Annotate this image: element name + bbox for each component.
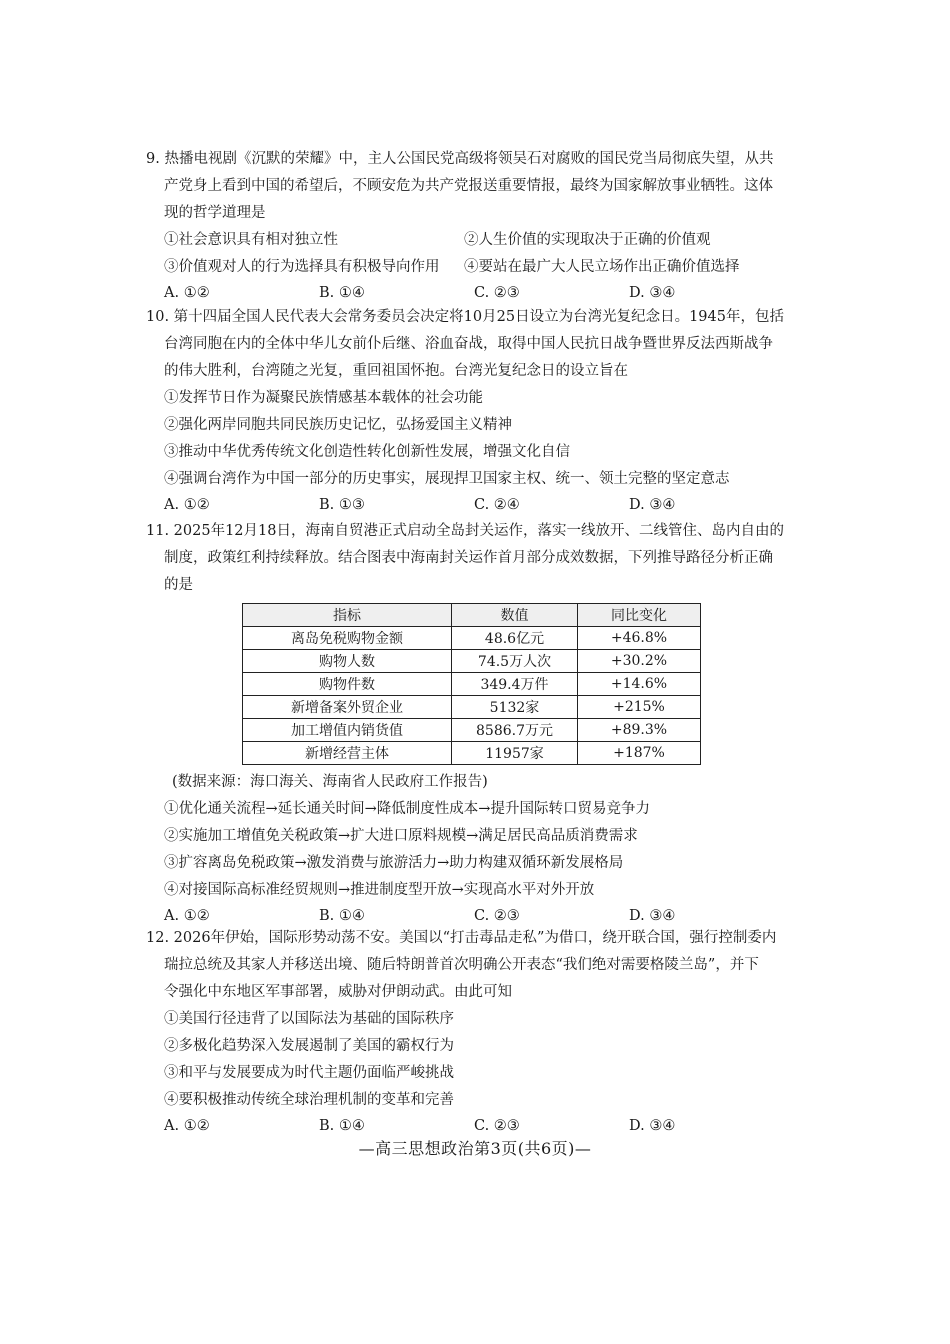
question-10 (146, 304, 806, 517)
question-9-stem-line-2: 产党身上看到中国的希望后，不顾安危为共产党报送重要情报，最终为国家解放事业牺牲。这体 (164, 178, 773, 194)
table-cell: 离岛免税购物金额 (243, 627, 452, 650)
statement-1: ①发挥节日作为凝聚民族情感基本载体的社会功能 (164, 390, 483, 406)
question-12-stem-line-1: 12. 2026年伊始，国际形势动荡不安。美国以“打击毒品走私”为借口，绕开联合国，强行控制委内 (146, 930, 777, 946)
table-cell: +14.6% (578, 673, 701, 696)
question-10-stem-line-1: 10. 第十四届全国人民代表大会常务委员会决定将10月25日设立为台湾光复纪念日。1945年，包括 (146, 309, 784, 325)
table-row (243, 673, 701, 696)
choice-c[interactable]: C. ②③ (474, 1118, 520, 1134)
table-header: 数值 (452, 604, 578, 627)
question-9-stem-line-1: 9. 热播电视剧《沉默的荣耀》中，主人公国民党高级将领吴石对腐败的国民党当局彻底失望，从共 (146, 151, 774, 167)
table-cell: 购物人数 (243, 650, 452, 673)
table-cell: +30.2% (578, 650, 701, 673)
table-cell: +215% (578, 696, 701, 719)
question-11-stem-line-2: 制度，政策红利持续释放。结合图表中海南封关运作首月部分成效数据，下列推导路径分析正确 (164, 550, 773, 566)
question-9-statements-row-1 (146, 227, 806, 254)
question-11-stem-line-1: 11. 2025年12月18日，海南自贸港正式启动全岛封关运作，落实一线放开、二线管住、岛内自由的 (146, 523, 784, 539)
statement-2: ②人生价值的实现取决于正确的价值观 (464, 232, 711, 248)
choice-a[interactable]: A. ①② (164, 1118, 210, 1134)
question-9 (146, 146, 806, 305)
table-cell: 349.4万件 (452, 673, 578, 696)
choice-c[interactable]: C. ②③ (474, 908, 520, 924)
table-cell: 购物件数 (243, 673, 452, 696)
table-cell: 11957家 (452, 742, 578, 765)
statement-4: ④要积极推动传统全球治理机制的变革和完善 (164, 1092, 454, 1108)
table-cell: 74.5万人次 (452, 650, 578, 673)
statement-3: ③和平与发展要成为时代主题仍面临严峻挑战 (164, 1065, 454, 1081)
question-9-stem-line-3: 现的哲学道理是 (164, 205, 266, 221)
choice-c[interactable]: C. ②③ (474, 285, 520, 301)
question-12-stem-line-3: 令强化中东地区军事部署，威胁对伊朗动武。由此可知 (164, 984, 512, 1000)
question-10-stem-line-3: 的伟大胜利，台湾随之光复，重回祖国怀抱。台湾光复纪念日的设立旨在 (164, 363, 628, 379)
statement-1: ①优化通关流程→延长通关时间→降低制度性成本→提升国际转口贸易竞争力 (164, 801, 650, 817)
table-header: 指标 (243, 604, 452, 627)
question-10-choices (146, 493, 806, 517)
choice-b[interactable]: B. ①④ (319, 285, 365, 301)
statement-1: ①美国行径违背了以国际法为基础的国际秩序 (164, 1011, 454, 1027)
table-cell: +89.3% (578, 719, 701, 742)
table-cell: 新增备案外贸企业 (243, 696, 452, 719)
statement-3: ③推动中华优秀传统文化创造性转化创新性发展，增强文化自信 (164, 444, 570, 460)
table-cell: 加工增值内销货值 (243, 719, 452, 742)
choice-b[interactable]: B. ①④ (319, 908, 365, 924)
table-row (243, 696, 701, 719)
table-row (243, 627, 701, 650)
table-cell: 新增经营主体 (243, 742, 452, 765)
question-9-choices (146, 281, 806, 305)
statement-4: ④强调台湾作为中国一部分的历史事实，展现捍卫国家主权、统一、领土完整的坚定意志 (164, 471, 730, 487)
choice-a[interactable]: A. ①② (164, 497, 210, 513)
data-source-note: (数据来源：海口海关、海南省人民政府工作报告) (172, 774, 488, 790)
choice-a[interactable]: A. ①② (164, 908, 210, 924)
question-12-stem-line-2: 瑞拉总统及其家人并移送出境、随后特朗普首次明确公开表态“我们绝对需要格陵兰岛”，并下 (164, 957, 759, 973)
table-cell: +46.8% (578, 627, 701, 650)
question-12 (146, 925, 806, 1138)
statement-3: ③价值观对人的行为选择具有积极导向作用 (164, 259, 440, 275)
table-row (243, 742, 701, 765)
question-10-stem-line-2: 台湾同胞在内的全体中华儿女前仆后继、浴血奋战，取得中国人民抗日战争暨世界反法西斯战争 (164, 336, 773, 352)
statement-2: ②强化两岸同胞共同民族历史记忆，弘扬爱国主义精神 (164, 417, 512, 433)
question-11-stem-line-3: 的是 (164, 577, 193, 593)
table-header: 同比变化 (578, 604, 701, 627)
statement-2: ②实施加工增值免关税政策→扩大进口原料规模→满足居民高品质消费需求 (164, 828, 638, 844)
statement-4: ④要站在最广大人民立场作出正确价值选择 (464, 259, 740, 275)
table-cell: +187% (578, 742, 701, 765)
table-cell: 5132家 (452, 696, 578, 719)
choice-d[interactable]: D. ③④ (629, 285, 676, 301)
table-cell: 48.6亿元 (452, 627, 578, 650)
statement-1: ①社会意识具有相对独立性 (164, 232, 338, 248)
question-12-choices (146, 1114, 806, 1138)
table-cell: 8586.7万元 (452, 719, 578, 742)
choice-b[interactable]: B. ①③ (319, 497, 365, 513)
table-row (243, 650, 701, 673)
choice-b[interactable]: B. ①④ (319, 1118, 365, 1134)
table-header-row (243, 604, 701, 627)
statement-2: ②多极化趋势深入发展遏制了美国的霸权行为 (164, 1038, 454, 1054)
choice-d[interactable]: D. ③④ (629, 497, 676, 513)
choice-a[interactable]: A. ①② (164, 285, 210, 301)
question-11 (146, 518, 806, 928)
statement-4: ④对接国际高标准经贸规则→推进制度型开放→实现高水平对外开放 (164, 882, 595, 898)
choice-d[interactable]: D. ③④ (629, 908, 676, 924)
choice-d[interactable]: D. ③④ (629, 1118, 676, 1134)
table-row (243, 719, 701, 742)
choice-c[interactable]: C. ②④ (474, 497, 520, 513)
data-table (242, 603, 701, 765)
statement-3: ③扩容离岛免税政策→激发消费与旅游活力→助力构建双循环新发展格局 (164, 855, 624, 871)
question-9-statements-row-2 (146, 254, 806, 281)
page-footer: —高三思想政治第3页(共6页)— (358, 1139, 592, 1158)
